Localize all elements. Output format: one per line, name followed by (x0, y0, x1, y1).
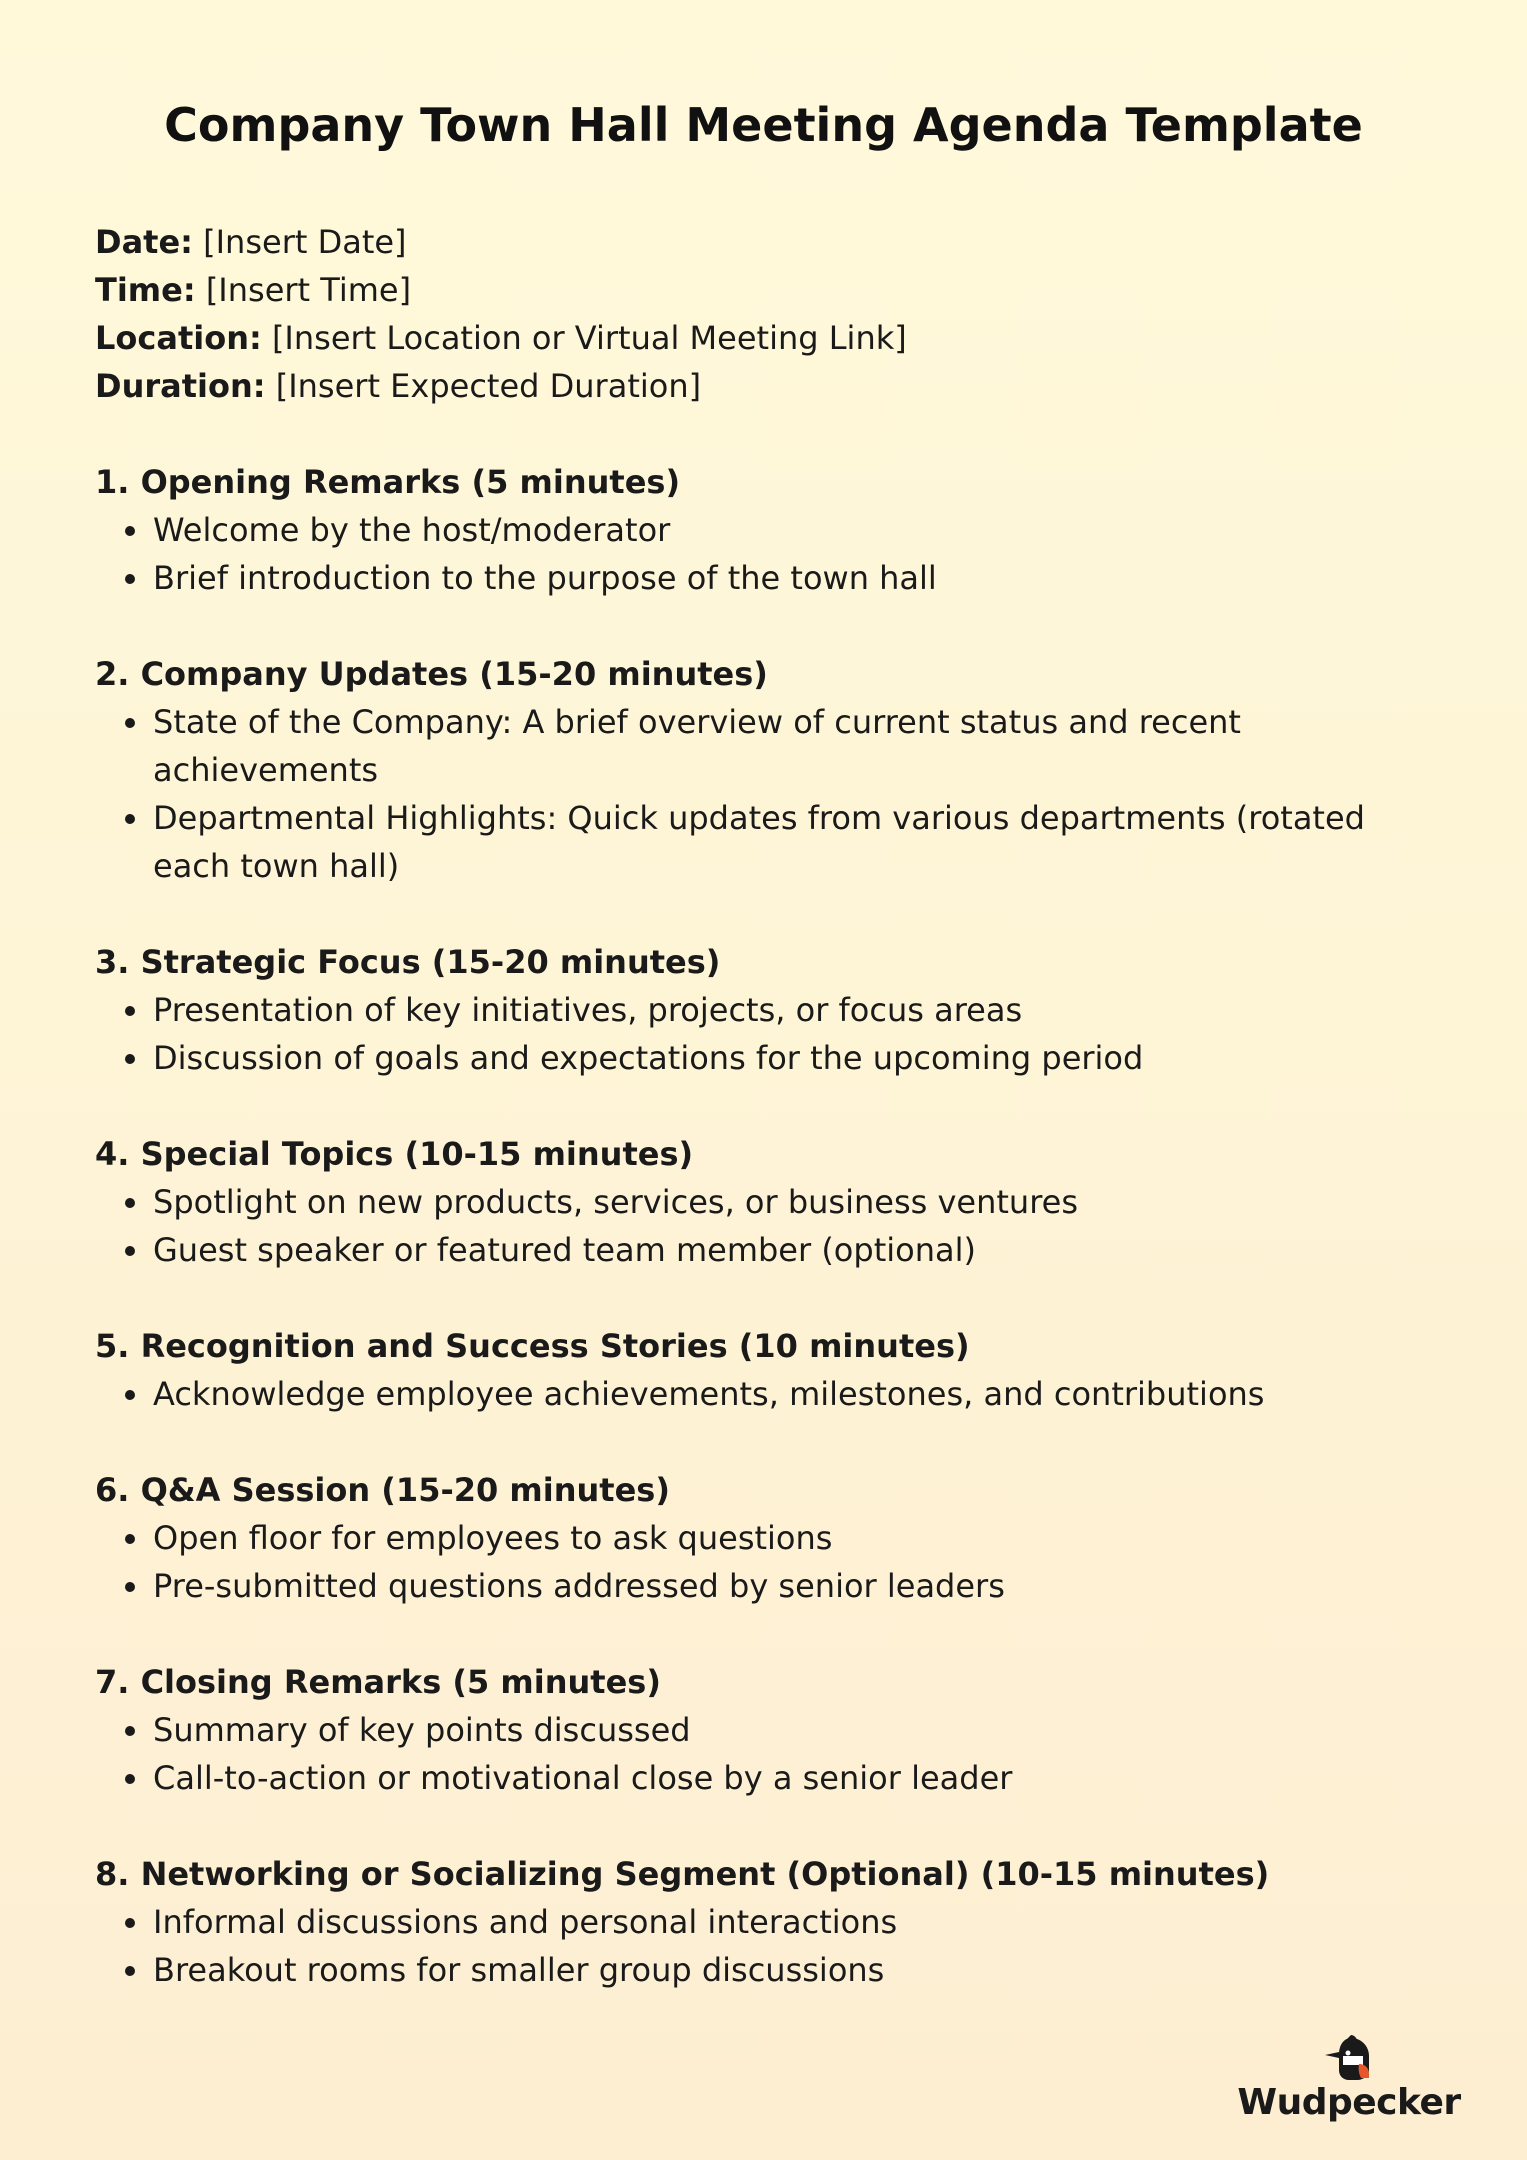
list-item: Discussion of goals and expectations for the upcoming period (95, 1034, 1435, 1082)
meta-location (95, 314, 1435, 362)
section-title: 3. Strategic Focus (15-20 minutes) (95, 943, 721, 981)
section-title: 7. Closing Remarks (5 minutes) (95, 1663, 661, 1701)
bullet-list (95, 506, 1435, 602)
list-item: Presentation of key initiatives, projects, or focus areas (95, 986, 1435, 1034)
section-title: 1. Opening Remarks (5 minutes) (95, 463, 681, 501)
meta-time-label: Time: (95, 271, 196, 309)
section-title: 4. Special Topics (10-15 minutes) (95, 1135, 694, 1173)
meta-duration-label: Duration: (95, 367, 266, 405)
meta-location-value: [Insert Location or Virtual Meeting Link] (271, 319, 907, 357)
list-item: Welcome by the host/moderator (95, 506, 1435, 554)
list-item: Guest speaker or featured team member (optional) (95, 1226, 1435, 1274)
agenda-section-company-updates (95, 650, 1435, 890)
list-item: Call-to-action or motivational close by a senior leader (95, 1754, 1435, 1802)
list-item: Open floor for employees to ask questions (95, 1514, 1435, 1562)
list-item: Departmental Highlights: Quick updates from various departments (rotated each town hall) (95, 794, 1435, 890)
bullet-list (95, 986, 1435, 1082)
agenda-section-recognition (95, 1322, 1435, 1418)
section-title: 5. Recognition and Success Stories (10 minutes) (95, 1327, 970, 1365)
agenda-section-special-topics (95, 1130, 1435, 1274)
bullet-list (95, 1370, 1435, 1418)
agenda-section-strategic-focus (95, 938, 1435, 1082)
agenda-section-opening-remarks (95, 458, 1435, 602)
meta-duration-value: [Insert Expected Duration] (275, 367, 702, 405)
logo-text: Wudpecker (1237, 2082, 1461, 2123)
meta-duration (95, 362, 1435, 410)
list-item: Acknowledge employee achievements, milestones, and contributions (95, 1370, 1435, 1418)
bullet-list (95, 1178, 1435, 1274)
meta-location-label: Location: (95, 319, 262, 357)
agenda-section-closing-remarks (95, 1658, 1435, 1802)
bullet-list (95, 1706, 1435, 1802)
list-item: Informal discussions and personal interactions (95, 1898, 1435, 1946)
meta-time-value: [Insert Time] (205, 271, 412, 309)
list-item: Pre-submitted questions addressed by senior leaders (95, 1562, 1435, 1610)
bullet-list (95, 698, 1435, 890)
meeting-details (95, 218, 1435, 410)
list-item: Brief introduction to the purpose of the town hall (95, 554, 1435, 602)
section-title: 6. Q&A Session (15-20 minutes) (95, 1471, 670, 1509)
agenda-content (95, 218, 1435, 2042)
section-title: 2. Company Updates (15-20 minutes) (95, 655, 768, 693)
bullet-list (95, 1514, 1435, 1610)
meta-date-value: [Insert Date] (203, 223, 407, 261)
agenda-section-qa-session (95, 1466, 1435, 1610)
section-title: 8. Networking or Socializing Segment (Optional) (10-15 minutes) (95, 1855, 1270, 1893)
woodpecker-icon (1321, 2034, 1381, 2084)
list-item: Summary of key points discussed (95, 1706, 1435, 1754)
bullet-list (95, 1898, 1435, 1994)
list-item: Spotlight on new products, services, or business ventures (95, 1178, 1435, 1226)
meta-time (95, 266, 1435, 314)
meta-date (95, 218, 1435, 266)
list-item: State of the Company: A brief overview of current status and recent achievements (95, 698, 1435, 794)
page-title: Company Town Hall Meeting Agenda Template (164, 98, 1363, 152)
agenda-section-networking (95, 1850, 1435, 1994)
wudpecker-logo (1219, 2034, 1479, 2124)
list-item: Breakout rooms for smaller group discussions (95, 1946, 1435, 1994)
meta-date-label: Date: (95, 223, 193, 261)
